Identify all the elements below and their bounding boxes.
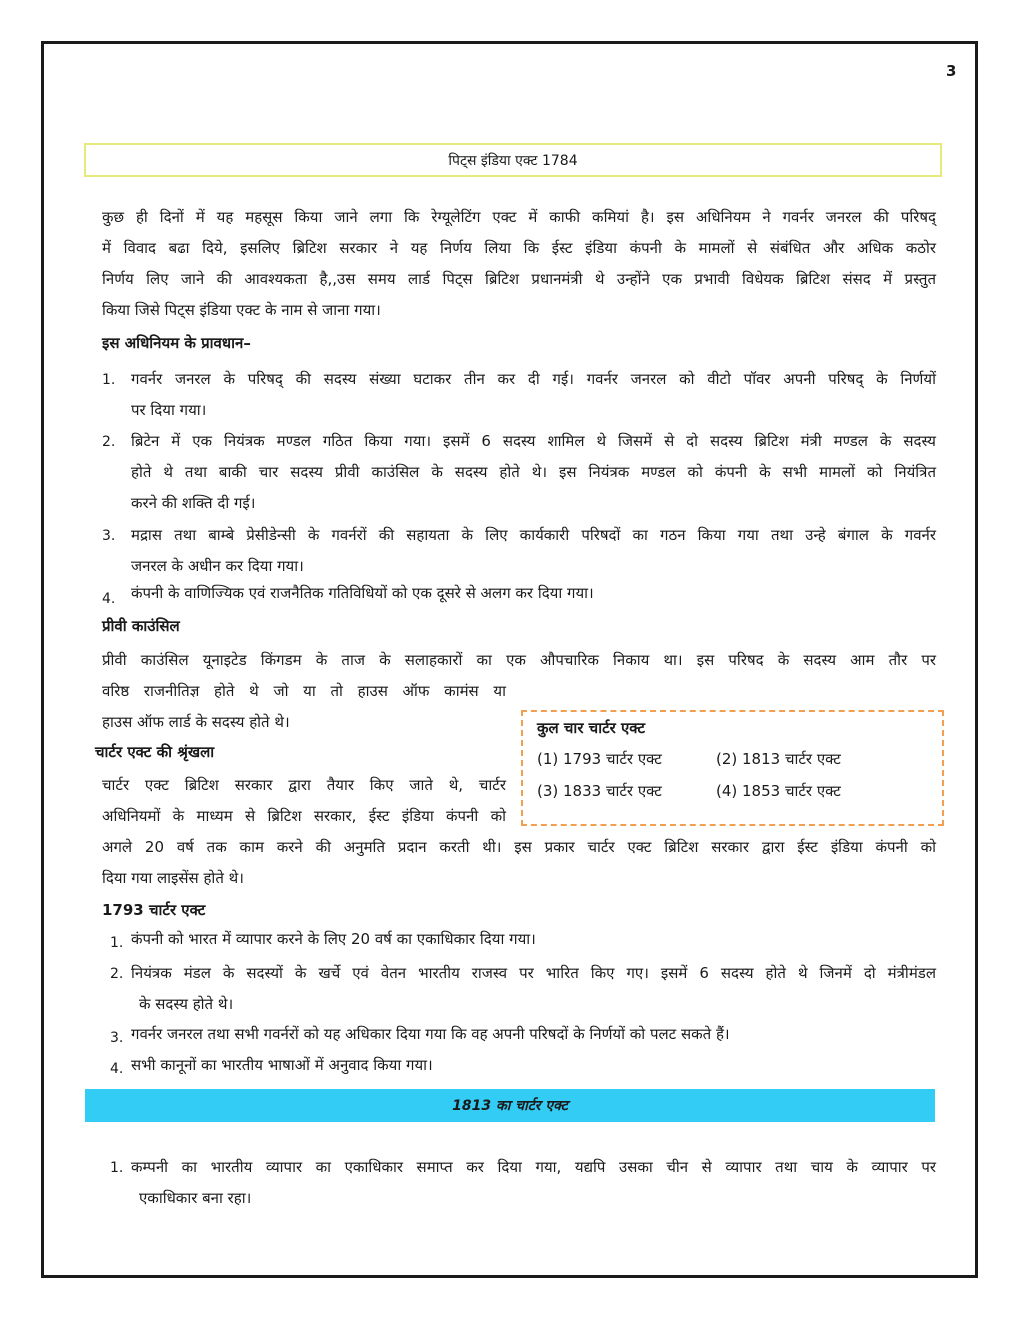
list-number: 1. [102,372,116,388]
list-item: कंपनी के वाणिज्यिक एवं राजनैतिक गतिविधियों को एक दूसरे से अलग कर दिया गया। [131,584,594,602]
intro-line: किया जिसे पिट्स इंडिया एक्ट के नाम से जाना गया। [102,301,381,319]
list-item: कंपनी को भारत में व्यापार करने के लिए 20 वर्ष का एकाधिकार दिया गया। [131,930,536,948]
list-item-line: नियंत्रक मंडल के सदस्यों के खर्चे एवं वेतन भारतीय राजस्व पर भारित किए गए। इसमें 6 सदस्य होते थे जिनमें दो मंत्रीमंडल [131,964,936,982]
list-item [131,426,936,519]
privy-heading: प्रीवी काउंसिल [102,617,180,635]
page-number: 3 [946,62,957,80]
list-item: सभी कानूनों का भारतीय भाषाओं में अनुवाद किया गया। [131,1056,433,1074]
list-item-line: जनरल के अधीन कर दिया गया। [131,557,304,575]
charter-box-item: (1) 1793 चार्टर एक्ट [537,750,662,768]
list-number: 3. [110,1030,124,1046]
charter-box-item: (4) 1853 चार्टर एक्ट [716,782,841,800]
list-item-line: करने की शक्ति दी गई। [131,494,256,512]
charter-series-line: दिया गया लाइसेंस होते थे। [102,869,244,887]
list-number: 1. [110,935,124,951]
section-title: पिट्स इंडिया एक्ट 1784 [448,152,578,169]
list-number: 1. [110,1160,124,1176]
charter-series-paragraph-narrow [102,770,506,832]
list-number: 4. [110,1061,124,1077]
list-number: 2. [102,434,116,450]
privy-line: प्रीवी काउंसिल यूनाइटेड किंगडम के ताज के सलाहकारों का एक औपचारिक निकाय था। इस परिषद के सदस्य आम तौर पर [102,651,936,669]
charter-box-item: (3) 1833 चार्टर एक्ट [537,782,662,800]
charter-series-line: अगले 20 वर्ष तक काम करने की अनुमति प्रदान करती थी। इस प्रकार चार्टर एक्ट ब्रिटिश सरकार द्वारा ईस्ट इंडिया कंपनी को [102,838,936,856]
charter-series-line: अधिनियमों के माध्यम से ब्रिटिश सरकार, ईस्ट इंडिया कंपनी को [102,807,506,825]
list-number: 2. [110,966,124,982]
list-item: गवर्नर जनरल तथा सभी गवर्नरों को यह अधिकार दिया गया कि वह अपनी परिषदों के निर्णयों को पलट सकते हैं। [131,1025,730,1043]
intro-line: में विवाद बढा दिये, इसलिए ब्रिटिश सरकार ने यह निर्णय लिया कि ईस्ट इंडिया कंपनी के मामलों से संबंधित और अधिक कठोर [102,239,936,257]
list-item [131,520,936,582]
act1813-banner [85,1089,935,1122]
charter-series-heading: चार्टर एक्ट की श्रृंखला [95,743,215,761]
charter-acts-box [521,710,944,826]
list-item-line: कम्पनी का भारतीय व्यापार का एकाधिकार समाप्त कर दिया गया, यद्यपि उसका चीन से व्यापार तथा चाय के व्यापार पर [131,1158,936,1176]
list-number: 3. [102,528,116,544]
provisions-heading: इस अधिनियम के प्रावधान– [102,334,251,352]
charter-box-heading: कुल चार चार्टर एक्ट [537,719,646,737]
section-title-box [84,143,942,177]
list-item-line: एकाधिकार बना रहा। [139,1189,252,1207]
list-item [131,364,936,426]
act1813-banner-text: 1813 का चार्टर एक्ट [452,1098,568,1114]
list-item-line: ब्रिटेन में एक नियंत्रक मण्डल गठित किया गया। इसमें 6 सदस्य शामिल थे जिसमें से दो सदस्य ब्रिटिश मंत्री मण्डल के सदस्य [131,432,936,450]
charter-series-paragraph [102,832,936,894]
intro-paragraph [102,202,936,326]
privy-paragraph [102,645,936,676]
act1793-heading: 1793 चार्टर एक्ट [102,901,206,919]
intro-line: निर्णय लिए जाने की आवश्यकता है,,उस समय लार्ड पिट्स ब्रिटिश प्रधानमंत्री थे उन्होंने एक प्रभावी विधेयक ब्रिटिश संसद में प्रस्तुत [102,270,936,288]
list-item-line: होते थे तथा बाकी चार सदस्य प्रीवी काउंसिल के सदस्य होते थे। इस नियंत्रक मण्डल को कंपनी के सभी मामलों को नियंत्रित [131,463,936,481]
charter-series-line: चार्टर एक्ट ब्रिटिश सरकार द्वारा तैयार किए जाते थे, चार्टर [102,776,506,794]
list-item-line: के सदस्य होते थे। [139,995,234,1013]
list-item-line: मद्रास तथा बाम्बे प्रेसीडेन्सी के गवर्नरों की सहायता के लिए कार्यकारी परिषदों का गठन किया गया तथा उन्हे बंगाल के गवर्नर [131,526,936,544]
list-number: 4. [102,591,116,607]
privy-line: वरिष्ठ राजनीतिज्ञ होते थे जो या तो हाउस ऑफ कामंस या [102,682,506,700]
intro-line: कुछ ही दिनों में यह महसूस किया जाने लगा कि रेग्यूलेटिंग एक्ट में काफी कमियां है। इस अधिनियम ने गवर्नर जनरल की परिषद् [102,208,936,226]
list-item-line: पर दिया गया। [131,401,207,419]
list-item [131,958,936,1020]
privy-paragraph-narrow [102,676,506,738]
list-item-line: गवर्नर जनरल के परिषद् की सदस्य संख्या घटाकर तीन कर दी गई। गवर्नर जनरल को वीटो पॉवर अपनी परिषद् के निर्णयों [131,370,936,388]
privy-line: हाउस ऑफ लार्ड के सदस्य होते थे। [102,713,290,731]
charter-box-item: (2) 1813 चार्टर एक्ट [716,750,841,768]
list-item [131,1152,936,1214]
